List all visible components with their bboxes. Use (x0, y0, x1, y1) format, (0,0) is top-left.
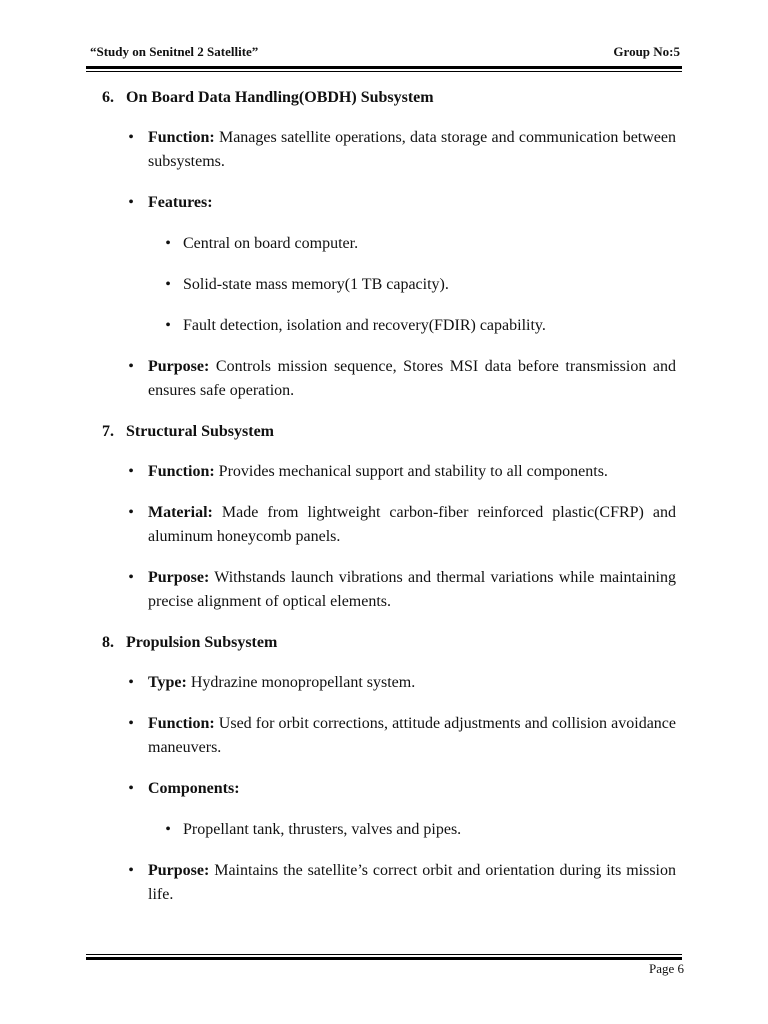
bullet-icon: • (128, 194, 134, 211)
item-term: Purpose: (148, 569, 210, 586)
list-item (128, 191, 676, 215)
footer-rule (86, 957, 682, 960)
list-item (128, 712, 676, 760)
bullet-icon: • (165, 276, 171, 293)
bullet-icon: • (128, 674, 134, 691)
item-text: Controls mission sequence, Stores MSI data before transmission and ensures safe operation. (148, 358, 676, 399)
section-number: 8. (102, 634, 114, 651)
header-rule (86, 66, 682, 69)
item-term: Function: (148, 463, 215, 480)
section-title: On Board Data Handling(OBDH) Subsystem (126, 89, 434, 106)
sub-item-text: Solid-state mass memory(1 TB capacity). (183, 276, 449, 293)
sub-item-text: Propellant tank, thrusters, valves and pipes. (183, 821, 462, 838)
page-header (86, 44, 682, 64)
bullet-icon: • (128, 129, 134, 146)
item-term: Purpose: (148, 358, 210, 375)
list-item (128, 460, 676, 484)
item-term: Components: (148, 780, 240, 797)
bullet-icon: • (128, 504, 134, 521)
item-term: Function: (148, 129, 215, 146)
item-term: Features: (148, 194, 213, 211)
item-text: Hydrazine monopropellant system. (186, 674, 416, 691)
section-number: 6. (102, 89, 114, 106)
footer-rule-thin (86, 954, 682, 955)
bullet-icon: • (128, 780, 134, 797)
list-item (128, 671, 676, 695)
bullet-icon: • (165, 821, 171, 838)
page-number: Page 6 (648, 961, 684, 976)
item-term: Type: (148, 674, 187, 691)
group-number: Group No:5 (613, 44, 680, 59)
sub-list-item (165, 232, 676, 256)
item-term: Function: (148, 715, 215, 732)
sub-list-item (165, 818, 676, 842)
list-item (128, 501, 676, 549)
page-body (86, 86, 676, 924)
list-item (128, 777, 676, 801)
bullet-icon: • (128, 569, 134, 586)
item-text: Maintains the satellite’s correct orbit and orientation during its mission life. (148, 862, 676, 903)
bullet-icon: • (128, 358, 134, 375)
item-text: Made from lightweight carbon-fiber reinforced plastic(CFRP) and aluminum honeycomb panels. (148, 504, 676, 545)
item-text: Withstands launch vibrations and thermal variations while maintaining precise alignment of optical elements. (148, 569, 676, 610)
section-number: 7. (102, 423, 114, 440)
bullet-icon: • (165, 235, 171, 252)
list-item (128, 566, 676, 614)
sub-item-text: Central on board computer. (183, 235, 359, 252)
list-item (128, 859, 676, 907)
section-heading (102, 86, 676, 110)
item-term: Purpose: (148, 862, 210, 879)
item-text: Manages satellite operations, data storage and communication between subsystems. (148, 129, 676, 170)
section-title: Propulsion Subsystem (126, 634, 278, 651)
bullet-icon: • (128, 715, 134, 732)
list-item (128, 355, 676, 403)
document-title: “Study on Senitnel 2 Satellite” (90, 44, 259, 59)
item-text: Used for orbit corrections, attitude adjustments and collision avoidance maneuvers. (148, 715, 676, 756)
sub-item-text: Fault detection, isolation and recovery(FDIR) capability. (183, 317, 546, 334)
section-heading (102, 631, 676, 655)
item-text: Provides mechanical support and stability to all components. (214, 463, 608, 480)
header-rule-thin (86, 71, 682, 72)
item-term: Material: (148, 504, 213, 521)
bullet-icon: • (128, 862, 134, 879)
list-item (128, 126, 676, 174)
bullet-icon: • (128, 463, 134, 480)
sub-list-item (165, 273, 676, 297)
sub-list-item (165, 314, 676, 338)
section-heading (102, 420, 676, 444)
bullet-icon: • (165, 317, 171, 334)
section-title: Structural Subsystem (126, 423, 275, 440)
